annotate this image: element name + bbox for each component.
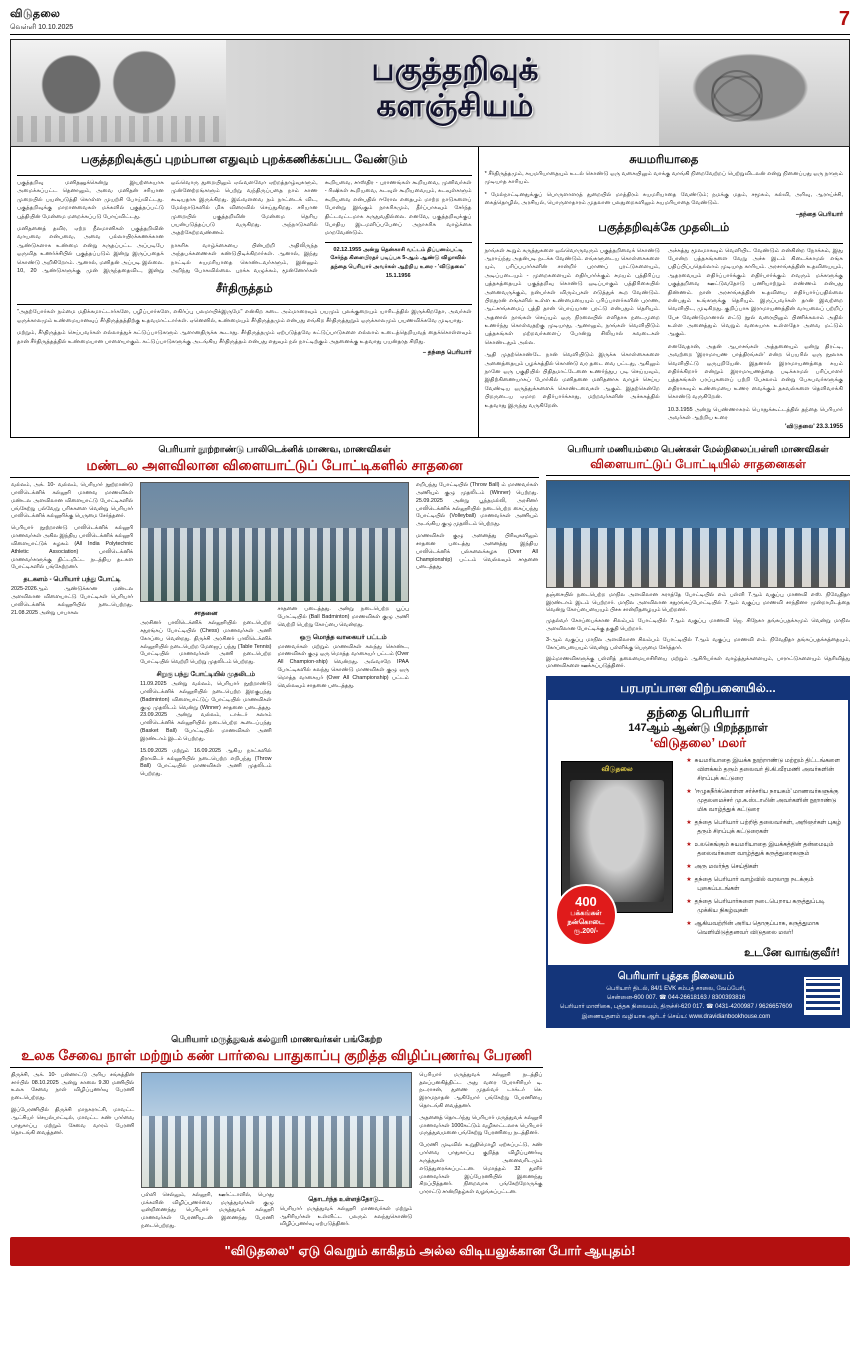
paragraph: 3-ஆம் வகுப்பு மாநில அளவிலான சிலம்பம் போட்டியில் 7ஆம் வகுப்பு மாணவி எம். நிவேதிதா தங்கப்பதக்கத்தையும், கோப்பையையும் வென்று பள்ளிக்கு பெருமை சேர்த்தார். — [545, 636, 850, 651]
photo-people — [547, 528, 849, 586]
ad-footer-text — [554, 969, 798, 1022]
paper-name: விடுதலை — [10, 8, 61, 20]
rally-col2b — [280, 1192, 413, 1231]
paragraph: அச்சுத்து மூலமாகவும் வெளியிட வேண்டும் என்கின்ற நோக்கம், இது போன்ற பத்தகங்களை வேறு அச்சு இடம் கிடைக்காமல் எங்க பதிப்பிப்பதெல்லாம் முடியாத காரியம். அரசாங்கத்தின் உதவியையும், ஆதரவையும் எதிர்ப்பார்க்கும் எதிர்பார்க்கும் எவரும் மக்களுக்கு பகுத்தறிவை ஊட்டுவதோடு பணியாற்றும் எண்ணம் என்பது திண்ணம். நான் அரசாங்கத்தின் உதவியை எதிர்பார்ப்பதில்லை என்பதும் உங்களுக்கு தெரியும். இருப்பவர்கள் தான் இவற்றை வெளியிட, முடிகிறது. குறிப்பாக இராமாயணத்தின் வாயலைப் பற்றிப் பேச வேண்டுமானால் எட்டு நூல் வரையிலும் பிணிக்கலாம் அதில் உள்ள அனைத்தும் வெறும் வகையாக உள்ளதோ அவை மட்டும் ஆகும். — [667, 247, 843, 338]
top-left-body — [17, 179, 472, 280]
paragraph: எனவேதான், அதன் ஆபாசங்கள் அத்தனையும் ஒன்று திரட்டி, அவற்றை 'இராமாயண பாத்திரங்கள்' என்ற பெயரில் ஒரு நூலாக வெளியிட்டு ஒருபுறியேன். இதனால் இராமாயணத்தை சுயம் எதிர்க்கிறார் என்றும் இராமாயணத்தை படிக்காமல் பரிப்பாளர் புத்தகங்கள் பரப்புகளைப் பற்றி பேசலாம் என்று பேசுபவர்களுக்கு எதிராகவும் உண்மையை உணர வைக்கும் தகவல்களை தெளிவாக்கி கொண்டு வருகிறேன். — [667, 343, 843, 401]
paragraph: பள்ளி செல்லும், கல்லூரி, ஊர்ட்டாளில், பொது மக்களின் விழிப்புணர்வை மருத்துவர்கள் குழு ஒன்றிணைந்து பெரியார் மருத்துவக் கல்லூரி மாணவர்கள் பேரணியுடன் இணைந்து பேரணி நடைபெற்றது. — [141, 1191, 274, 1229]
qr-code-icon[interactable] — [804, 977, 842, 1015]
paragraph: 15.09.2025 மற்றும் 16.09.2025 ஆகிய நாட்களில் திராவிடர் கல்லூரியில் நடைபெற்ற எறிபந்து (Throw Ball) போட்டியில் மாணவிகள் அணி முதலிடம் பெற்றது. — [140, 747, 272, 778]
sports-left-columns — [10, 482, 539, 779]
portrait-illustration — [11, 40, 226, 146]
rally-col3 — [418, 1072, 543, 1231]
rally-photo — [141, 1072, 412, 1188]
shop-name: பெரியார் புத்தக நிலையம் — [617, 971, 735, 983]
advertisement[interactable] — [546, 676, 850, 1028]
masthead-right — [839, 8, 850, 31]
paragraph: பெரியார் மருத்துவக் கல்லூரி நடத்திப் தலப்பனகித்திட்ட அது வரை பேராசிரியர் டி. நடராசன், துணை முதல்வர் டாக்டர் செ. இராமநாதன் ஆகியோர் பங்கேற்று பேரணியை தொடங்கி வைத்தனர். — [419, 1071, 543, 1109]
paragraph: முதல்வர் கோப்பைக்கான சிலம்பம் போட்டியில் 7ஆம் வகுப்பு மாணவி ஜெ. சிநேகா தங்கப்பதக்கமும் வென்று மாநில அளவிலான போட்டிக்கு தகுதி பெற்றார். — [545, 618, 850, 633]
sports-left-center — [140, 482, 409, 779]
rally-center — [141, 1072, 412, 1231]
ad-title-2: 147ஆம் ஆண்டு பிறந்தநாள் — [628, 722, 768, 735]
award-ceremony-photo — [546, 480, 850, 588]
top-right-article — [479, 147, 849, 437]
bottom-slogan-banner: "விடுதலை" ஏடு வெறும் காகிதம் அல்ல விடியலுக்கான போர் ஆயுதம்! — [10, 1237, 850, 1266]
top-right-body-1 — [485, 170, 843, 208]
page-count: 400 — [575, 893, 597, 909]
sports-left-center-cols — [140, 606, 409, 779]
sports-left-col2 — [140, 606, 271, 779]
divider — [10, 1067, 543, 1068]
rally-center-cols — [141, 1192, 412, 1231]
divider — [485, 243, 843, 244]
top-right-body-2 — [485, 247, 843, 423]
sports-right-kicker: பெரியார் மணியம்மை பெண்கள் மேல்நிலைப்பள்ளி மாணவிகள் — [567, 444, 829, 455]
ad-book-column — [553, 757, 681, 942]
top-right-title-1: சுயமரியாதை — [629, 154, 699, 166]
paragraph: 2025-2026ஆம் ஆண்டுக்கான மண்டல அளவிலான விளையாட்டு போட்டிகள் பெரியார் பாலிடெக்னிக் கல்லூரியில் நடைபெற்றது. 21.08.2025 அன்று பாபாசுல — [11, 586, 134, 616]
ad-points-column — [686, 757, 843, 942]
ad-points-list — [686, 757, 843, 938]
banner-title — [236, 52, 674, 124]
rally-col2 — [141, 1192, 274, 1231]
atom-icon — [711, 70, 763, 122]
ad-title-1: தந்தை பெரியார் — [646, 704, 750, 721]
sports-left-subhead-2: சாதனை — [194, 610, 218, 618]
paragraph: இப்பேரணியில் திருச்சி மாநகராட்சி, மாவட்ட ஆட்சியர் செயல்பாட்டில், மாவட்ட கண் பார்வை பாதுகாப்பு மற்றும் சேவை வாரம் பேரணி தொடங்கி வைத்தனர். — [11, 1107, 135, 1137]
sports-left-subhead-4: ஒரு மொத்த வாகையர் பட்டம் — [299, 633, 387, 641]
team-photo — [140, 482, 409, 602]
ad-ribbon: பரபரப்பான விற்பனையில்... — [548, 678, 848, 700]
paragraph: மனிதனைத் தவிர, ஏற்ற நீலமானிகள் பகுத்தறிவின் வாயவை என்பவை, அவை பல்லாயிரக்கணக்கான ஆண்டுகளாக உண்மை என்று கருதப்பட்ட அப்படிபே ஒருவித உணர்ச்சிபில் புகுத்தப்படும் இன்று இருப்பதைக் கொண்டு அறிகிறோம். ஆனால், மனிதன் அப்படி இல்லை. 10, 20 ஆண்டுகளுக்கு முன் இருந்ததைவிட, இன்று ஒவ்வொரு துறையிலும் ஏவ்வளவோ ஏற்றத்தாழ்வுகளும், முன்னேற்றங்களும் பெற்று வந்திருப்பதை நாம் காண கூடியதாக இருக்கிறது. இவ்வளவை நம் நாட்டைக் விட, மேல்நாடுகளில் மிக விரைவில் செய்துகிறது. சரியான முறையில் பகுத்தறிவின் மேன்மை தெரிய பயன்படுத்தப்படு வருகிறது. அந்நாடுகளில் அதற்கேற்றவண்ணம் — [17, 180, 318, 274]
page-count-label: பக்கங்கள் — [570, 910, 602, 918]
price-value: ரூ.200/- — [573, 927, 599, 935]
sports-right-column — [546, 444, 850, 1028]
paragraph: திருச்சி, அக். 10- பன்னாட்டு அரிய சங்கத்தின் சார்பில் 08.10.2025 அன்று காலை 9.30 மணியில் உலக சேவை நாள் விழிப்புணர்வு பேரணி நடைபெற்றது. — [11, 1071, 135, 1102]
divider — [546, 475, 850, 476]
middle-section — [10, 444, 850, 1028]
top-left-title: பகுத்தறிவுக்குப் புறம்பான எதுவும் புறக்கணிக்கப்பட வேண்டும் — [81, 154, 408, 166]
list-item: ★ உலகெங்கும் சுயமரியாதை இயக்கத்தின் தன்மையும் தலைவர்களை வாழ்த்துக் கருத்துரைகளும் — [697, 841, 843, 859]
top-left-article — [11, 147, 479, 437]
page-number: 7 — [838, 8, 850, 30]
paragraph: பேரணி முடிவில் உறுதிமொழி ஏற்கப்பட்டு, கண் பார்வை பாதுகாப்பு குறித்த விழிப்புணர்வு கருத்துகள் அனைவரிடமும் எடுத்துரைக்கப்பட்டன. மொத்தம் 32 துளிர் மாணவர்கள் இப்பேரணியில் இணைந்து சிறப்பித்தனர். நிறைவாக பங்கேற்றோருக்கு பாராட்டு சான்றிதழ்கள் வழங்கப்பட்டன. — [419, 1142, 543, 1196]
paragraph: மாணவர்கள் மற்றும் மாணவிகள் கலந்து கொண்ட, மாணவிகள் குழு ஒரு மொத்த வாகையர் பட்டம் (Over All Champion-ship) வென்றது. அவ்வாறே IPAA போட்டிகளில் கலந்து கொண்டு மாணவிகள் குழு ஒரு மொத்த வாகையர் (Over All Championship) பட்டம் வெல்லவும் சாதனை படைத்தது. — [277, 643, 409, 689]
top-right-source: 'விடுதலை' 23.3.1955 — [785, 424, 843, 431]
top-left-subsection-title: சீர்திருத்தம் — [215, 283, 273, 296]
banner-title-line2: களஞ்சியம் — [376, 87, 534, 123]
top-left-subsection-body — [17, 308, 472, 346]
sports-left-kicker: பெரியார் நூற்றாண்டு பாலிடெக்னிக் மாணவ, மாணவிகள் — [158, 444, 391, 455]
ad-titles — [548, 700, 848, 752]
paragraph: * சீர்திருத்தமும், சுயமரியாதையும் உடல் கொண்டு ஒரு வகையிலும் வாக்கு வாங்கி நிறைவேற்றப் பெற்றுவிடலன் என்று நினைப்பது ஒரு நாளும் முடியாத காரியம். — [484, 171, 843, 186]
address-line: பெரியார் மாளிகை, புத்தக நிலையம், திருச்சி-620 017. ☎ 0431-4200987 / 9626657609 — [559, 1004, 793, 1011]
ad-title-3: ‘விடுதலை’ மலர் — [649, 735, 747, 751]
rally-col1 — [10, 1072, 135, 1231]
masthead — [10, 8, 850, 35]
sports-left-col2b — [277, 606, 408, 779]
sports-right-headline: விளையாட்டுப் போட்டியில் சாதனைகள் — [590, 457, 806, 472]
paragraph: அரசினர் பாலிடெக்னிக் கல்லூரியில் நடைபெற்ற சதுரங்கப் போட்டியில் (Chess) மாணவர்கள் அணி கோப்பை வென்றது. திருச்சி அரசினர் பாலிடெக்னிக் கல்லூரியில் நடைபெற்ற மேஜைப் பந்து (Table Tennis) போட்டியில் மாணவர்கள் அணி நடைபெற்ற போட்டியில் வெற்றி பெற்று முதலிடம் பெற்றது. — [140, 620, 272, 666]
paragraph: அதனைத் தொடர்ந்து பெரியார் மருத்துவக் கல்லூரி மாணவர்கள் 1000கட்டும் வழிகாட்டலாக பெரியார் மருத்துவமனை பங்கேற்று பேரணியை நடத்தினர். — [419, 1114, 543, 1137]
paragraph: 11.09.2025 அன்று வல்லம், பெரியார் நூற்றாண்டு பாலிடெக்னிக் கல்லூரியில் நடைபெற்ற இறகுபந்து (Badminton) விளையாட்டுப் போட்டியில் மாணவிகள் குழு முதலிடம் வென்று (Winner) சாதனை படைத்தது. 23.09.2025 அன்று வல்லம், டாக்டர் கலாம் பாலிடெக்னிக் கல்லூரியில் நடைபெற்ற கூடைப்பந்து (Basket Ball) போட்டியில் மாணவிகள் அணி இரண்டாம் இடம் பெற்றது. — [140, 681, 272, 742]
top-left-signature: – தந்தை பெரியார் — [422, 349, 472, 356]
section-banner — [10, 39, 850, 147]
rally-headline: உலக சேவை நாள் மற்றும் கண் பார்வை பாதுகாப்பு குறித்த விழிப்புணர்வு பேரணி — [21, 1046, 533, 1063]
paragraph: * மேல்நாட்டினதுக்குப் பொருளாளரத் துறையில் மாத்திரம் சுயமரியாதை வேண்டும்; நமக்கு மதம், சமூகம், கல்வி, அரிவு, ஆராய்ச்சி, கைத்தொழில், அரசியல், பொருளாதாரம் முதலான பலதுறைகளிலும் சுயமரியாதை வேண்டும். — [484, 191, 843, 207]
rally-columns — [10, 1072, 543, 1231]
list-item: ★ ‘ஈழுகநீர்க்கொள்ள சர்ச்சரிய நாயகம்’ மாணவர்களுக்கு முதலமைச்சர் மு.க.ஸ்டாலின் அவர்களின் நூறாண்டு மிக வாழ்த்துக் கட்டுரை — [697, 788, 843, 815]
photo-people — [142, 1116, 411, 1187]
paragraph: பெரியார் நூற்றாண்டு பாலிடெக்னிக் கல்லூரி மாணவர்கள் அகில இந்திய பாலிடெக்னிக் கல்லூரி விளையாட்டுக் கழகம் (All India Polytechnic Athletic Association) பாலிடெக்னிக் மாணவர்களுக்கு திட்டமிட்ட நடத்திய தடகள போட்டிகளில் பங்கேற்றனர். — [11, 525, 134, 571]
paragraph: வல்லம், அக். 10- வல்லம், பெரியார் நூற்றாண்டு பாலிடெக்னிக் கல்லூரி மாணவ மாணவிகள் மண்டல அளவிலான விளையாட்டு போட்டிகளில் பங்கேற்று பல்வேறு பரிசுகளை வென்று பெரியார் பாலிடெக்னிக் கல்லூரிக்கு பெருமை சேர்த்தனர். — [11, 482, 134, 520]
sports-left-headline: மண்டல அளவிலான விளையாட்டுப் போட்டிகளில் சாதனை — [86, 457, 463, 474]
paragraph: இம்மாணவிகளுக்கு பள்ளித் தலைமையாசிரியை மற்றும் ஆசிரியர்கள் வாழ்த்துக்களையும், பாராட்டுகளையும் தெரிவித்து மாணவிகளை ஊக்கப்படுத்தினர். — [545, 655, 850, 670]
paragraph: நாங்கள் கூறும் கருத்துகளை ஒவ்வொருவரும் பகுத்தறிவைக் கொண்டு ஆராய்ந்து அதன்படி நடக்க வேண்டும். எங்களுடைய கொள்கைகளை யும், பரிப்பபார்களின் சான்றிர் புராணப் புரட்டுகளையும், அடிப்படையும் - முறைகளையும் எதிர்பார்க்கும் சமயம் புத்திரிப்பு புத்தகத்தையும் பகுத்தறிவு கொண்டு ஒடிப்பாகும் பத்திரிகையில் அனைவருக்கும், நன்பர்கள் விரும்புகள் எடுத்துக் கூற வேண்டும். பிறதுரன் எங்களில் உள்ள உண்மையையும் பரிப்பாளர்களின் புராண, ஆட்சாங்கமைப் புத்தி தான் பொய்யான புரட்டு என்பதும் தெரியும். அதனால் நாங்கள் செய்யும் ஒரு நிரலையில் எளிதாக நடைமுறை உணர்ந்து கொள்வதற்கு முடியாது, ஆனாலும், நாங்கள் வெளியிடும் புத்தகங்கள் மற்றவர்களைப் போன்று சிலியால் கவடைகள் கொண்டதும் அல்ல. — [484, 247, 660, 346]
sports-left-article — [10, 444, 539, 1028]
paragraph: மாணவிகள் குழு அனைத்து பிரிவுகளிலும் சாதனை படைத்து அனைத்து இந்திய பாலிடெக்னிக் பல்கலைக்கழக (Over All Championship) பட்டம் வெல்லவும் சாதனை படைத்தது. — [415, 533, 538, 571]
paragraph: பகுத்தறிவு மனிதனுக்கென்று இயற்கையாக அமைக்கப்பட்ட தெனாலும், அவை மனிதன் சரியான முறையில் பயன்படுத்தி கொள்ள முயற்சி போய்விட்டது. பகுத்தறிவுக்கு மாறானவைகள் மக்களில் புகுத்தப்பட்டு புத்தியின் மேன்மை மறைக்கப்படு போய்விட்டது. — [17, 180, 164, 220]
list-item: ★ அரு மலர்ந்த செய்திகள் — [697, 863, 843, 872]
ad-call-to-action[interactable]: உடனே வாங்குவீர்! — [744, 947, 840, 960]
sports-left-col3 — [415, 482, 539, 779]
list-item: ★ தந்தை பெரியார் பற்றித் தலைவர்கள், அறிஞர்கள் புகழ் தரும் சிறப்புக் கட்டுரைகள் — [697, 819, 843, 837]
paragraph: நாகரிக வாழ்க்கையை பின்பற்றி அதிலிருந்த அந்தபக்கணைகள் கண்டுபிடிக்கிறார்கள். ஆனால், இந்து நாட்டில் சுயமரியாதை கொண்டவர்களும், இன்னும் அறிந்து போகவில்லை. புரக்க வழுக்கம், மூன்னோர்கள் கூறியவை, சாஸ்திர - புராணங்கள் கூறியவை, முனிவர்கள் - ரிஷிகள் கூறியவை, கடவுள் கூறியவையும், கடவுள்களும் கூறியவை என்பதில் ஈரோல எதைபும் மாற்ற நாடுகளைப் போன்று இங்கும் நாகரிகமும், தீர்ப்பாகவும் சேர்ந்த திட்டவட்டமாக கருதுவதில்லை. எனவே, பகுத்தறிவுக்குப் போதிய இடமளிப்பபேனப் அநாகரிக வாழ்க்கை மாறவேண்டும். — [170, 180, 472, 274]
top-left-pullquote: 02.12.1955 அன்று தென்காசி வட்டம் திப்பனம்பட்டி சேர்ந்த கிளைபிரதர் படிப்பக 5-ஆம் ஆண்டு விழாவில் தந்தை பெரியார் அவர்கள் ஆற்றிய உரை - 'விடுதலை' 15.1.1956 — [325, 242, 472, 281]
book-title-text: விடுதலை — [601, 766, 633, 774]
donation-label: நன்கொடை — [567, 918, 605, 926]
banner-title-line1: பகுத்தறிவுக் — [371, 52, 539, 87]
paragraph: எறிபந்து போட்டியில் (Throw Ball) ம் மாணவர்கள் அணியும் குழு முதலிடம் (Winner) பெற்றது. 25.09.2025 அன்று பூந்தமல்லி, அரசினர் பாலிடெக்னிக் கல்லூரியில் நடைபெற்ற கைப்பந்து போட்டியில் (Volleyball) மாணவர்கள் அணியும் அடங்கிய குழு முதலிடம் பெற்றது. — [415, 482, 538, 528]
paragraph: "அதற்போர்கள் நம்மை மதிக்கமாட்டார்களே, பழிப்பார்களே, எகிர்ப்பு பலமாயிக்இருமே" என்கிற கடை அம்மாரைவும் பயமும் புலக்குறையும் யாரிடத்தில் இருக்கிறதோ, அவர்கள் ஒருக்காலமும் உண்மையானவுப் சீர்திருத்தத்திற்கு உதவமாட்டார்கள். ஏனெனில், உண்மையும் சீர்திருத்தமும் என்பது எங்கிற சீர்திருத்துறும் ஒருக்காலமும் பயணவிக்கவே முடியாது. — [17, 309, 472, 324]
website-line[interactable]: இணையதளம் வழியாக ஆர்டர் செய்ய: www.dravidianbookhouse.com — [581, 1013, 771, 1020]
paragraph: ஆதி முதற்கொண்டே நான் வெளியிடும் இருக்க கொள்கைகளை அனைத்தையும் பழக்கத்தில் கொண்டு வர தடை வை பட்டது, ஆகிலும் நானே ஒரு பகுதியில் பிதிதமாட்டேனை உணர்ந்துப படி செய்யவும், இதிற்கிணையாகப் போர்கில் மனிதனை மனிதனாக வாழச் செய்ய வேண்டிய ஒருத்துக்களைக் கொண்டவைகள் ஆகும். இதற்கென்றே பிறருடைய ஏமாற எதிர்பார்க்காது, மற்றவர்களின் அச்சுகத்தில் உதவாது இருந்து வருகிறேன். — [484, 352, 660, 409]
sports-left-col1 — [10, 482, 134, 779]
paragraph: தஞ்சையில் நடைபெற்ற மாநில அளவிலான கராத்தே போட்டியில் எம் பள்ளி 7ஆம் வகுப்பு மாணவி எஸ். நிவேதிதா இரண்டாம் இடம் பெற்றார். மாநில அளவிலான சதுரங்கப்போட்டியில் 7ஆம் வகுப்பு மாணவி சாந்தினா முன்றாமிடத்தை வென்று கோப்பையையும் பிசசு சான்றிதழையும் பெற்றனர். — [545, 591, 851, 614]
divider — [17, 304, 472, 305]
masthead-left — [10, 8, 73, 32]
rally-article — [10, 1034, 543, 1231]
rally-subhead: தொடர்ந்த உள்ளத்தோடு... — [308, 1195, 384, 1203]
divider — [17, 175, 472, 176]
rally-kicker: பெரியார் மருத்துவக் கல்லூரி மாணவர்கள் பங்கேற்ற — [171, 1033, 383, 1044]
ad-footer — [548, 965, 848, 1026]
price-badge — [555, 884, 617, 946]
address-line: சென்னை-600 007. ☎ 044-26618163 / 8300393816 — [606, 995, 746, 1001]
paragraph: சாதனை படைத்தது. அன்று நடைபெற்ற பூப்பு போட்டியில் (Ball Badminton) மாணவிகள் குழு அணி வெற்றி பெற்று கோப்பை வென்றது. — [277, 606, 409, 628]
address-line: பெரியார் திடல், 84/1 EVK சம்பத் சாலை, வேப்பேரி, — [606, 985, 746, 992]
sports-left-subhead-1: தடகளம் - பெரியார் பந்து போட்டி — [23, 576, 121, 584]
list-item: ★ தந்தை பெரியார் வாழ்வில் வரலாறு நடக்கும் புகைப்படங்கள் — [697, 876, 843, 894]
divider — [10, 477, 539, 478]
sports-left-subhead-3: சிறுகு பந்து போட்டியில் முதலிடம் — [156, 671, 255, 679]
top-right-signature: –தந்தை பெரியார் — [795, 211, 843, 218]
paper-date: வெள்ளி 10.10.2025 — [10, 24, 74, 31]
list-item: ★ சுயமரியாதை இயக்க நூற்றாண்டு மற்றும் திட்டங்களை விளக்கம் தரும் தலைவர் தி.கி.வீரமணி அவர்களின் சிறப்புக் கட்டுரை — [697, 757, 843, 784]
paragraph: 10.3.1955 அன்று பெண்ணாகரம் பொதுக்கூட்டத்தில் தந்தை பெரியார் அவர்கள் ஆற்றிய உரை — [667, 406, 843, 421]
top-article-block — [10, 147, 850, 438]
photo-people — [141, 528, 408, 601]
list-item: ★ ஆகியவற்றின் அரிய தொகுப்பாக, கருத்துமாக வெளியிடுத்தனவர் விடுதலை மலர்! — [697, 920, 843, 938]
paragraph: பெரியார் மருத்துவக் கல்லூரி மாணவர்கள் மற்றும் ஆசிரியர்கள் உள்ளிட்ட பலரும் கலந்துகொண்டு விழிப்புணர்வு ஏற்படுத்தினர். — [279, 1205, 413, 1228]
ad-body — [548, 752, 848, 947]
paragraph: மற்றும், சீர்திருத்தம் செய்பவர்கள் எல்லாத்துச் கட்டுப்பாடுகளும் ஆளானதிருக்க கூடாது. சீர்திருத்தமும் ஏற்படுத்தவே கட்டுப்பாடுகளை எல்லாம் உடைத்தெறியவத் தைக்கொள்ளவும் தான் சீர்திருத்தத்தில் உண்மையான பாளையாகும். கட்டுப்பாடுகளுக்கு அடங்கிய சீர்திருத்தம் என்பது எதுவும் நல் நாட்டிற்கும் அதனைக்கு உதவாது பயன்தரத சிறிது. — [17, 330, 472, 345]
list-item: ★ தந்தை பெரியார்களை நடைபெறாய கருத்துப்படி முக்கிய நிகழ்வுகள் — [697, 898, 843, 916]
top-right-title-2: பகுத்தறிவுக்கே முதலிடம் — [598, 221, 730, 234]
